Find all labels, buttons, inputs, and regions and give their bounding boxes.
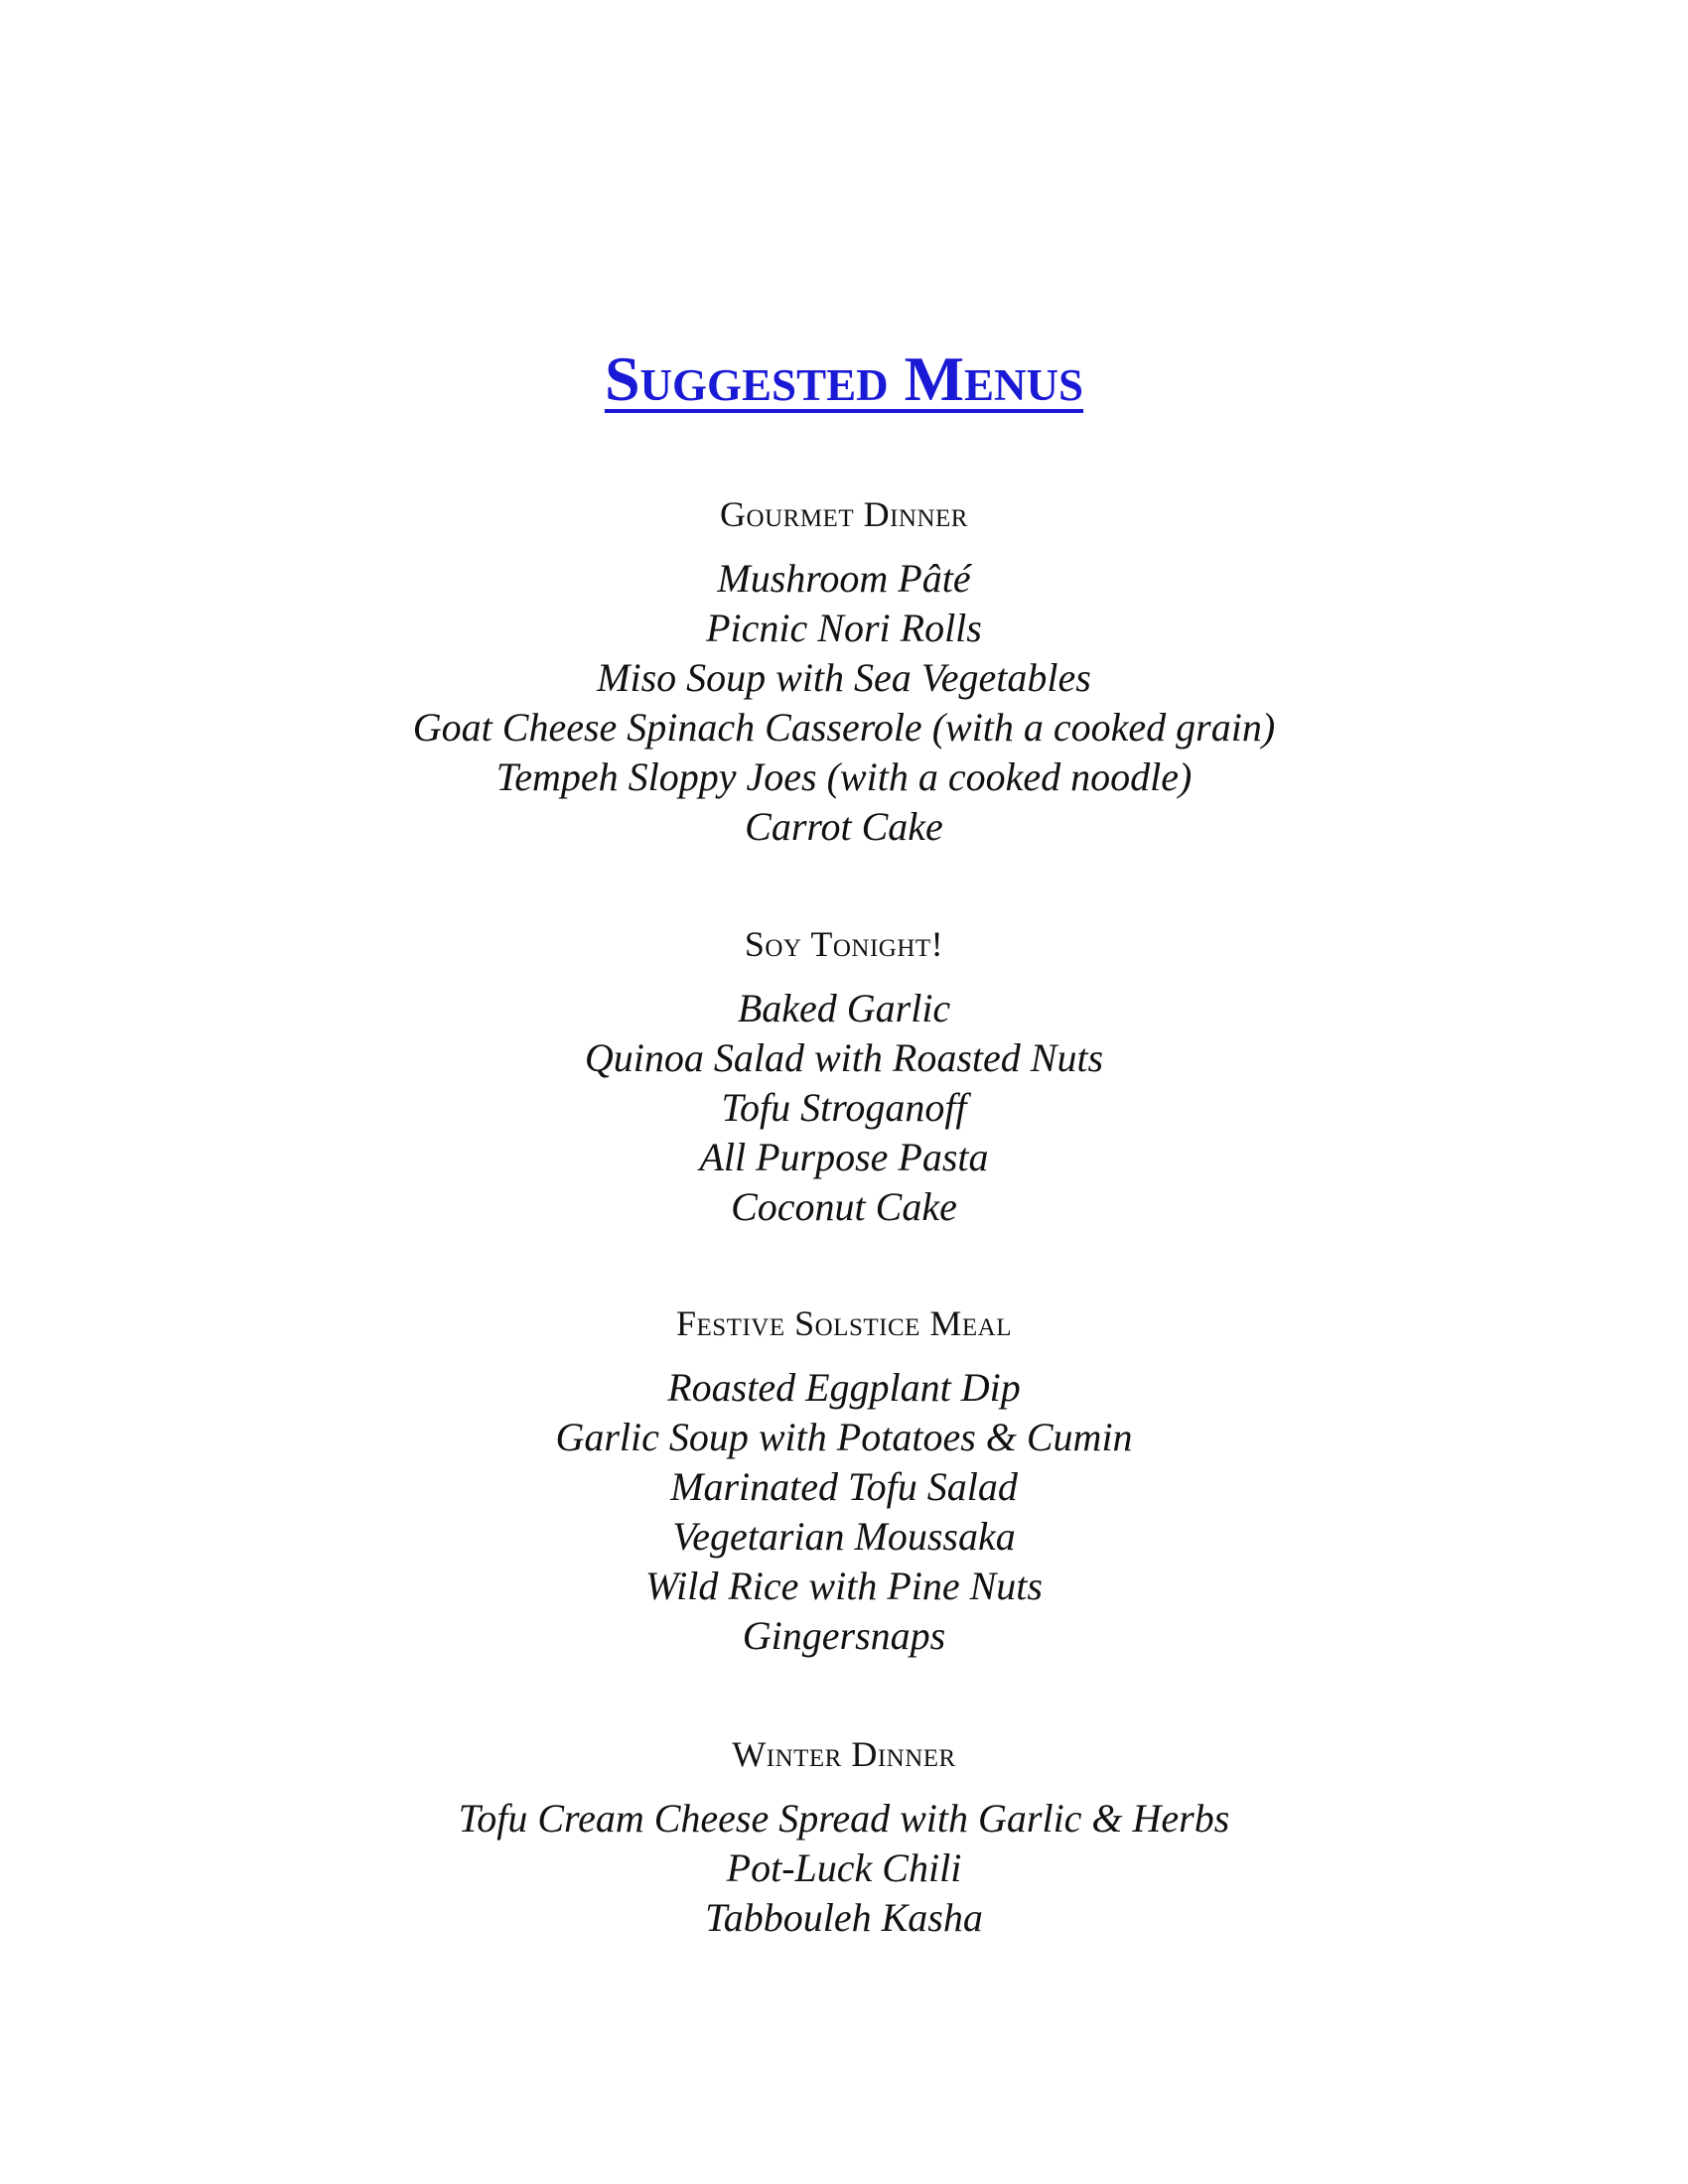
menu-item: Wild Rice with Pine Nuts [645, 1564, 1043, 1608]
menu-section-soy-tonight [0, 922, 1688, 1232]
menu-item: Carrot Cake [745, 804, 943, 849]
menu-item: Tabbouleh Kasha [705, 1895, 983, 1940]
menu-item: Garlic Soup with Potatoes & Cumin [555, 1415, 1133, 1459]
menu-item: Tempeh Sloppy Joes (with a cooked noodle) [495, 754, 1193, 799]
menu-item: Tofu Cream Cheese Spread with Garlic & Herbs [458, 1796, 1230, 1841]
menu-item: Picnic Nori Rolls [706, 606, 982, 650]
menu-item: Roasted Eggplant Dip [667, 1365, 1021, 1410]
page-title-link[interactable]: Suggested Menus [604, 343, 1084, 414]
menu-item: Quinoa Salad with Roasted Nuts [584, 1035, 1104, 1080]
menu-section-festive-solstice-meal [0, 1301, 1688, 1661]
menu-item: All Purpose Pasta [699, 1135, 989, 1179]
section-heading: Winter Dinner [732, 1734, 956, 1774]
menu-item: Baked Garlic [737, 986, 951, 1030]
menu-section-gourmet-dinner [0, 492, 1688, 852]
menu-item: Coconut Cake [731, 1184, 957, 1229]
menu-section-winter-dinner [0, 1732, 1688, 1943]
section-heading: Soy Tonight! [744, 924, 944, 964]
menu-item: Vegetarian Moussaka [672, 1514, 1016, 1559]
menu-item: Tofu Stroganoff [721, 1085, 967, 1130]
menu-item: Gingersnaps [742, 1613, 946, 1658]
menu-item: Goat Cheese Spinach Casserole (with a cooked grain) [412, 705, 1276, 750]
menu-item: Pot-Luck Chili [726, 1845, 962, 1890]
section-heading: Gourmet Dinner [720, 494, 968, 534]
section-heading: Festive Solstice Meal [675, 1303, 1013, 1343]
menu-item: Miso Soup with Sea Vegetables [597, 655, 1091, 700]
menu-item: Marinated Tofu Salad [670, 1464, 1018, 1509]
menu-item: Mushroom Pâté [717, 556, 971, 601]
